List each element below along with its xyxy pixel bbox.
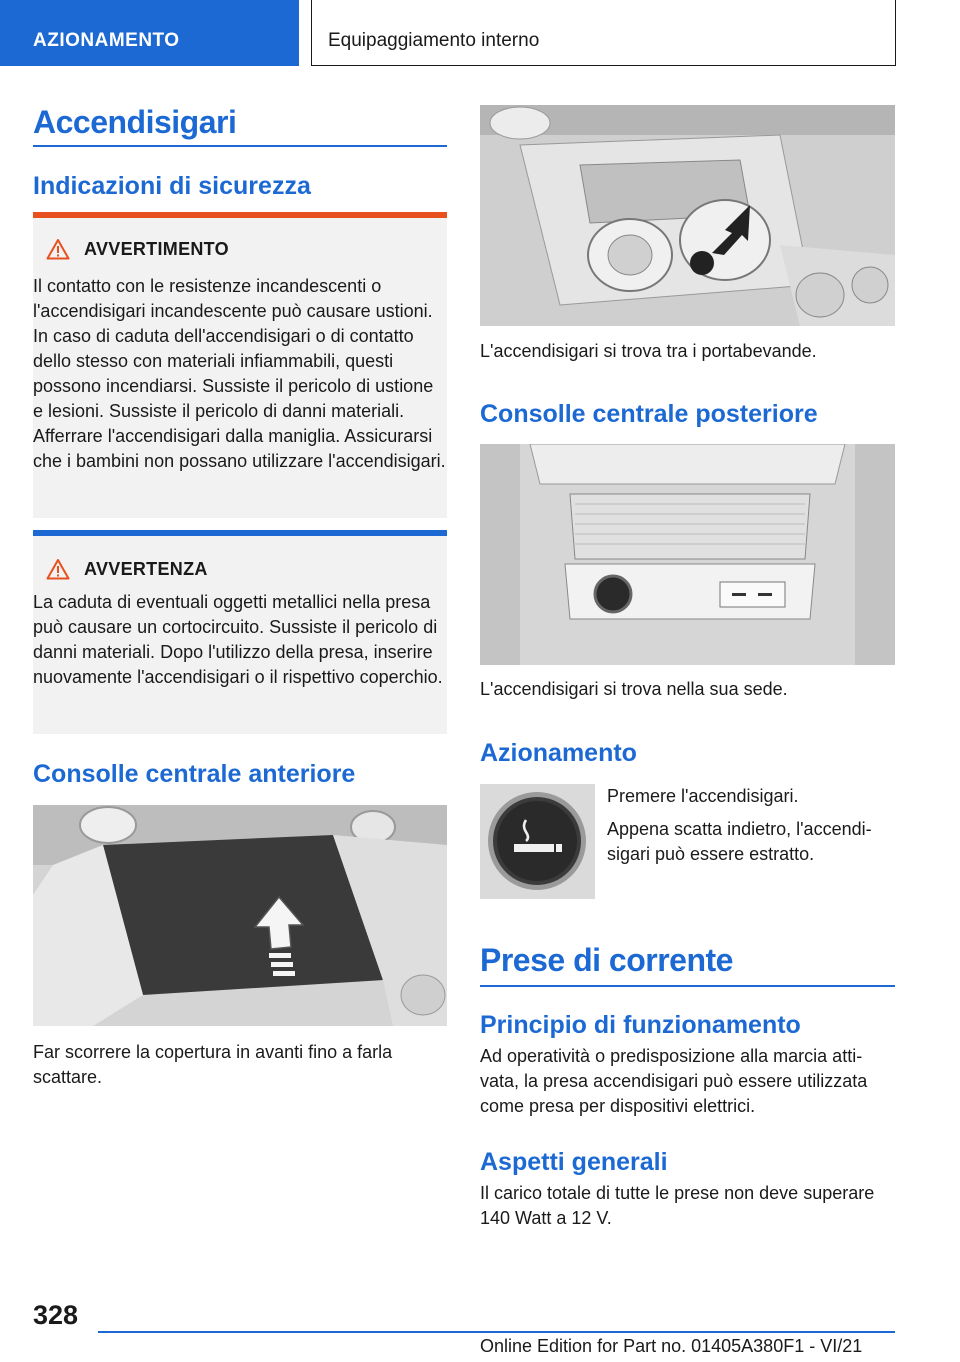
chapter-title: Equipaggiamento interno xyxy=(328,30,540,51)
warning-text: Il contatto con le resistenze incandescenti o l'accendisigari incandescente può causare ustioni. In caso di caduta dell'accendisigari o di contatto dello stesso con materiali infiammabili, questi possono incendiarsi. Sussiste il pericolo di ustione e lesioni. Sussiste il pericolo di danni materiali. Afferrare l'accendisigari dalla maniglia. Assicurarsi che i bambini non possano utilizzare l'accendisigari. xyxy=(33,276,446,471)
rear-console-image xyxy=(480,444,895,665)
power-heading-block xyxy=(480,942,895,987)
operation-text-block xyxy=(607,784,895,867)
principle-heading: Principio di funzionamento xyxy=(480,1011,801,1039)
front-heading-block xyxy=(33,760,447,789)
rear-caption-block xyxy=(480,677,895,702)
principle-text: Ad operatività o predisposizione alla marcia atti-vata, la presa accendisigari può essere utilizzata come presa per dispositivi elettrici. xyxy=(480,1046,868,1116)
principle-block xyxy=(480,1011,895,1119)
front-console-heading: Consolle centrale anteriore xyxy=(33,760,356,788)
warning-icon xyxy=(46,238,70,260)
general-text: Il carico totale di tutte le prese non deve superare 140 Watt a 12 V. xyxy=(480,1183,875,1228)
notice-text: La caduta di eventuali oggetti metallici nella presa può causare un cortocircuito. Sussiste il pericolo di danni materiali. Dopo l'utilizzo della presa, inserire nuovamente l'accendisigari o il rispettivo coperchio. xyxy=(33,592,443,687)
warning-header xyxy=(46,238,229,260)
front-caption-block xyxy=(33,1040,447,1090)
front-console-image xyxy=(33,805,447,1026)
warning-box-2 xyxy=(33,530,447,734)
page-title-block xyxy=(33,104,447,147)
cupholder-caption-block xyxy=(480,339,895,364)
front-caption: Far scorrere la copertura in avanti fino a farla scattare. xyxy=(33,1042,393,1087)
warning-icon xyxy=(46,558,70,580)
cupholder-caption: L'accendisigari si trova tra i portabevande. xyxy=(480,341,817,361)
general-block xyxy=(480,1148,895,1231)
power-sockets-title: Prese di corrente xyxy=(480,942,733,978)
page-title: Accendisigari xyxy=(33,104,237,140)
warning-bar xyxy=(33,212,447,218)
warning-title: AVVERTIMENTO xyxy=(84,238,229,259)
lighter-button-image xyxy=(480,784,595,899)
notice-bar xyxy=(33,530,447,536)
warning-box-1 xyxy=(33,212,447,518)
notice-title: AVVERTENZA xyxy=(84,558,208,579)
edition-text: Online Edition for Part no. 01405A380F1 - VI/21 xyxy=(480,1336,863,1356)
general-heading: Aspetti generali xyxy=(480,1148,668,1176)
page-number: 328 xyxy=(33,1300,79,1330)
notice-header xyxy=(46,558,208,580)
rear-console-heading: Consolle centrale posteriore xyxy=(480,400,818,428)
section-label: AZIONAMENTO xyxy=(33,30,180,51)
rear-caption: L'accendisigari si trova nella sua sede. xyxy=(480,679,788,699)
power-title-rule xyxy=(480,985,895,987)
operation-heading-block xyxy=(480,739,895,768)
operation-step-2: Appena scatta indietro, l'accendi-sigari può essere estratto. xyxy=(607,819,872,864)
safety-heading: Indicazioni di sicurezza xyxy=(33,172,311,200)
title-rule xyxy=(33,145,447,147)
operation-heading: Azionamento xyxy=(480,739,637,767)
operation-step-1: Premere l'accendisigari. xyxy=(607,786,799,806)
safety-heading-block xyxy=(33,172,447,201)
cupholder-image xyxy=(480,105,895,326)
section-tab xyxy=(0,0,299,66)
rear-heading-block xyxy=(480,400,895,429)
chapter-header xyxy=(311,0,896,66)
footer-rule xyxy=(98,1331,895,1333)
